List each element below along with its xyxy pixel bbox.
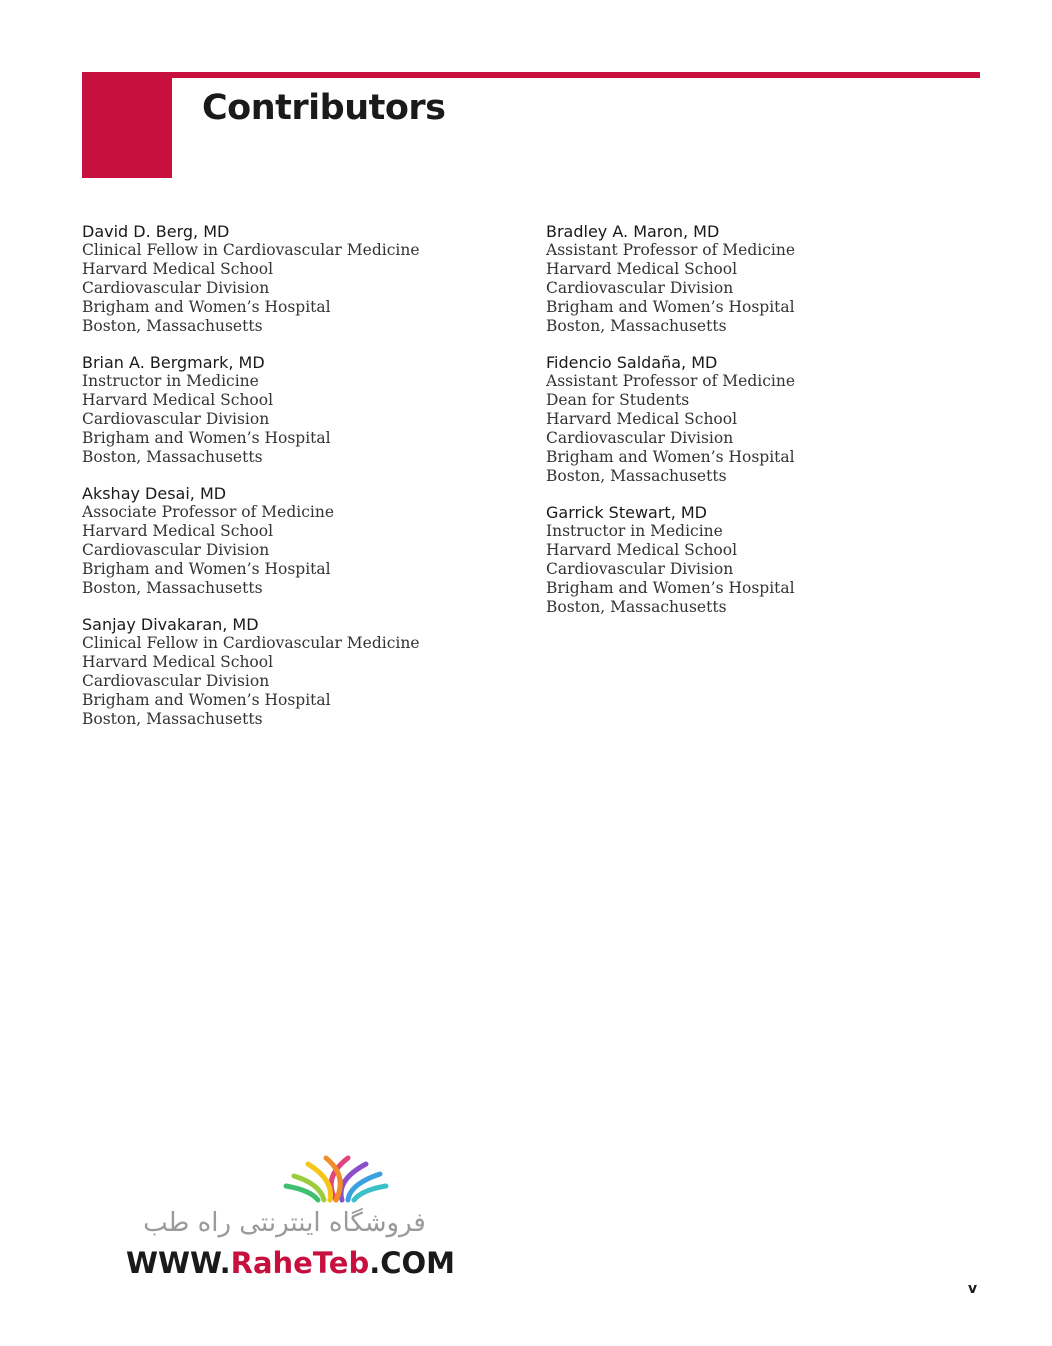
contributor-affiliation-line: Boston, Massachusetts xyxy=(82,710,263,728)
open-book-rainbow-icon xyxy=(122,1150,452,1210)
contributor-affiliation-line: Dean for Students xyxy=(546,391,690,409)
contributor-name: Fidencio Saldaña, MD xyxy=(546,353,718,372)
contributor-affiliation-line: Harvard Medical School xyxy=(82,522,274,540)
contributor-name: Garrick Stewart, MD xyxy=(546,503,707,522)
contributor-affiliation-line: Instructor in Medicine xyxy=(82,372,259,390)
contributor-affiliation-line: Brigham and Women’s Hospital xyxy=(82,691,331,709)
contributor-name: Sanjay Divakaran, MD xyxy=(82,615,259,634)
contributor-affiliation-line: Cardiovascular Division xyxy=(546,560,734,578)
page-number: v xyxy=(968,1281,978,1297)
contributor-affiliation-line: Cardiovascular Division xyxy=(546,429,734,447)
contributor-affiliation-line: Brigham and Women’s Hospital xyxy=(546,448,795,466)
contributor-affiliation-line: Boston, Massachusetts xyxy=(546,598,727,616)
contributor-name: Brian A. Bergmark, MD xyxy=(82,353,265,372)
contributor-entry xyxy=(82,615,502,729)
contributor-affiliation-line: Assistant Professor of Medicine xyxy=(546,241,795,259)
contributor-affiliation-line: Associate Professor of Medicine xyxy=(82,503,335,521)
watermark-url: WWW.RaheTeb.COM xyxy=(126,1246,456,1280)
contributors-column-right xyxy=(546,222,966,634)
contributor-affiliation-line: Brigham and Women’s Hospital xyxy=(82,298,331,316)
contributor-entry xyxy=(546,503,966,617)
contributor-affiliation-line: Boston, Massachusetts xyxy=(546,317,727,335)
contributor-entry xyxy=(82,353,502,467)
contributor-affiliation-line: Brigham and Women’s Hospital xyxy=(82,560,331,578)
contributor-affiliation-line: Cardiovascular Division xyxy=(82,672,270,690)
watermark-persian-text: فروشگاه اینترنتی راه طب xyxy=(143,1208,426,1238)
contributor-affiliation-line: Boston, Massachusetts xyxy=(82,448,263,466)
contributor-affiliation-line: Brigham and Women’s Hospital xyxy=(546,298,795,316)
contributor-entry xyxy=(546,353,966,486)
page-title: Contributors xyxy=(202,88,446,128)
contributor-entry xyxy=(546,222,966,336)
contributor-affiliation-line: Clinical Fellow in Cardiovascular Medicine xyxy=(82,634,420,652)
contributor-affiliation-line: Cardiovascular Division xyxy=(546,279,734,297)
contributor-name: Akshay Desai, MD xyxy=(82,484,227,503)
contributor-affiliation-line: Harvard Medical School xyxy=(546,260,738,278)
contributor-affiliation-line: Cardiovascular Division xyxy=(82,410,270,428)
contributors-column-left xyxy=(82,222,502,746)
contributor-affiliation-line: Cardiovascular Division xyxy=(82,279,270,297)
contributor-affiliation-line: Instructor in Medicine xyxy=(546,522,723,540)
contributor-affiliation-line: Boston, Massachusetts xyxy=(546,467,727,485)
contributor-affiliation-line: Harvard Medical School xyxy=(546,410,738,428)
contributor-name: David D. Berg, MD xyxy=(82,222,230,241)
contributor-affiliation-line: Clinical Fellow in Cardiovascular Medicine xyxy=(82,241,420,259)
contributor-affiliation-line: Boston, Massachusetts xyxy=(82,579,263,597)
header-color-block xyxy=(82,72,172,178)
contributor-affiliation-line: Brigham and Women’s Hospital xyxy=(82,429,331,447)
contributor-affiliation-line: Harvard Medical School xyxy=(82,391,274,409)
contributor-affiliation-line: Assistant Professor of Medicine xyxy=(546,372,795,390)
contributor-name: Bradley A. Maron, MD xyxy=(546,222,720,241)
contributor-entry xyxy=(82,222,502,336)
contributor-affiliation-line: Harvard Medical School xyxy=(82,260,274,278)
header-rule xyxy=(82,72,980,78)
contributor-affiliation-line: Cardiovascular Division xyxy=(82,541,270,559)
contributor-affiliation-line: Harvard Medical School xyxy=(82,653,274,671)
contributor-entry xyxy=(82,484,502,598)
contributor-affiliation-line: Brigham and Women’s Hospital xyxy=(546,579,795,597)
watermark-logo xyxy=(122,1150,456,1285)
contributor-affiliation-line: Boston, Massachusetts xyxy=(82,317,263,335)
contributor-affiliation-line: Harvard Medical School xyxy=(546,541,738,559)
